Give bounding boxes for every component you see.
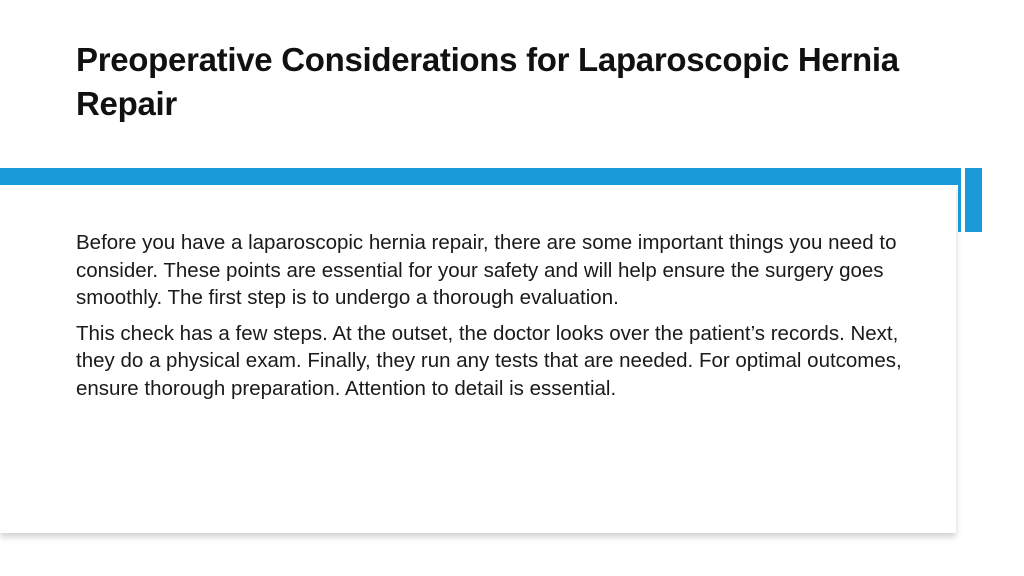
accent-band xyxy=(0,168,958,185)
paragraph-1: Before you have a laparoscopic hernia repair, there are some important things you need to consider. These points are essential for your safety and will help ensure the surgery goes smoothly. The first step is to undergo a thorough evaluation. xyxy=(76,231,897,309)
slide-title: Preoperative Considerations for Laparoscopic Hernia Repair xyxy=(76,41,899,122)
paragraph-2: This check has a few steps. At the outset, the doctor looks over the patient’s records. Next, they do a physical exam. Finally, they run any tests that are needed. For optimal outcomes, ensure thorough preparation. Attention to detail is essential. xyxy=(76,321,902,400)
accent-bar-right xyxy=(965,168,982,232)
body-text xyxy=(76,229,926,410)
accent-bar-thin xyxy=(958,168,961,232)
